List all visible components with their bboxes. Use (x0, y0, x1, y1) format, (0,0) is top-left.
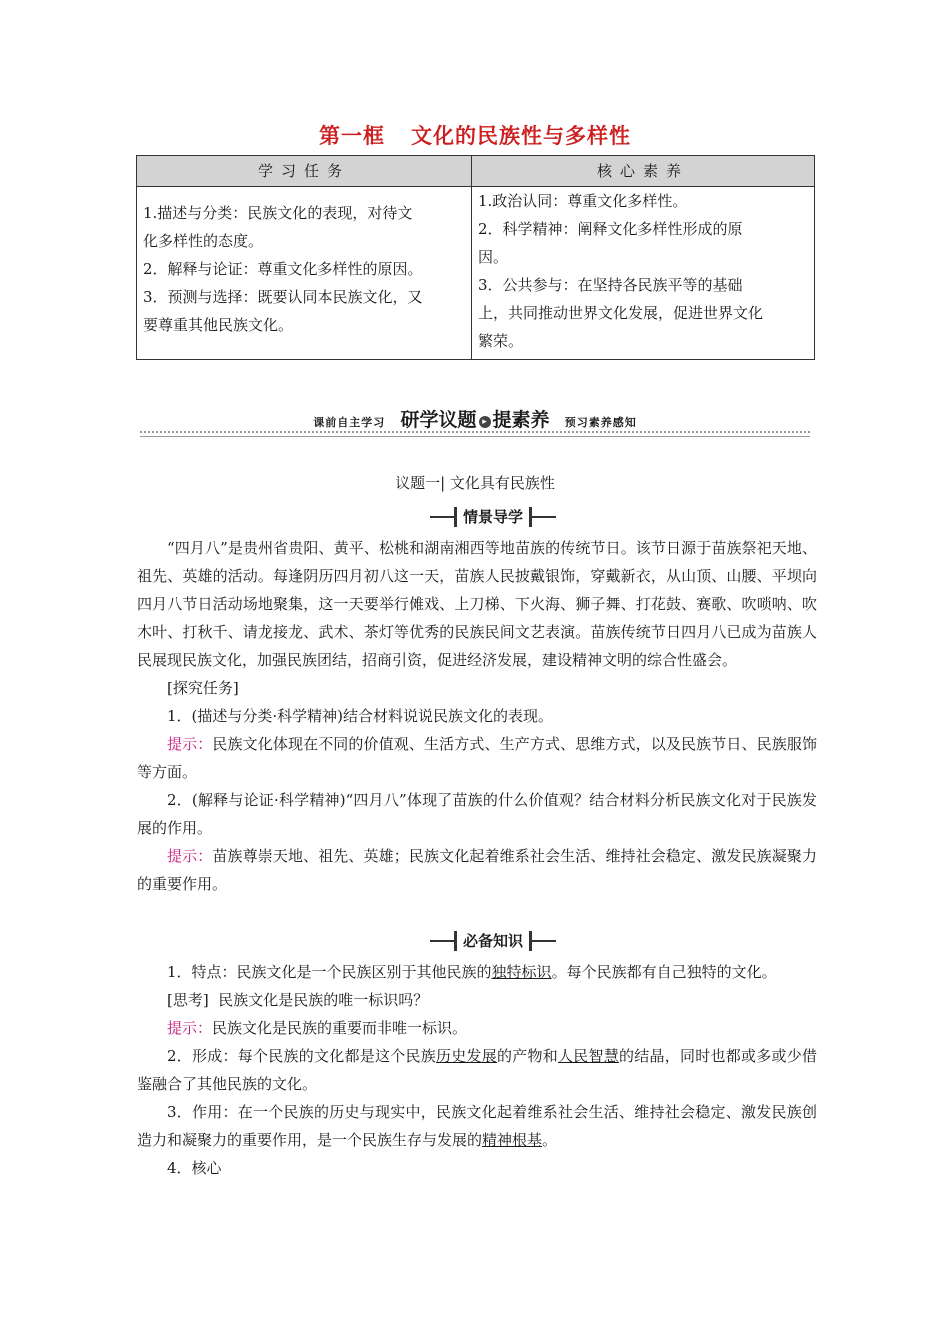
k2-text-end: 的结晶，同时也都或多或少借鉴融合了其他民族的文化。 (137, 1047, 817, 1093)
topic-text: 文化具有民族性 (449, 474, 555, 492)
knowledge-section (137, 958, 817, 1182)
knowledge-point-3 (137, 1098, 817, 1154)
answer-1 (137, 730, 817, 786)
task-line: 要尊重其他民族文化。 (143, 316, 294, 334)
k2-text-mid: 的产物和 (497, 1047, 558, 1065)
think-question-text: 民族文化是民族的唯一标识吗？ (218, 991, 429, 1009)
k3-text-end: 。 (542, 1131, 558, 1149)
page-title (0, 120, 950, 150)
banner-left-label: 课前自主学习 (313, 416, 386, 429)
banner-title-1: 研学议题 (400, 409, 477, 431)
task-line: 3．预测与选择：既要认同本民族文化，又 (143, 288, 423, 306)
task-line: 化多样性的态度。 (143, 232, 264, 250)
literacy-line: 2．科学精神：阐释文化多样性形成的原 (478, 220, 743, 238)
literacy-line: 1.政治认同：尊重文化多样性。 (478, 192, 688, 210)
knowledge-point-1 (137, 958, 817, 986)
core-literacy-cell (472, 187, 815, 360)
knowledge-label: 必备知识 (454, 931, 532, 951)
banner-right-label: 预习素养感知 (564, 416, 637, 429)
k1-underlined: 独特标识 (491, 963, 552, 981)
think-answer (137, 1014, 817, 1042)
question-1: 1．(描述与分类·科学精神)结合材料说说民族文化的表现。 (167, 707, 554, 725)
arrow-icon: ▸ (479, 416, 491, 428)
answer-1-text: 民族文化体现在不同的价值观、生活方式、生产方式、思维方式，以及民族节日、民族服饰等方面。 (137, 735, 817, 781)
answer-2-text: 苗族尊崇天地、祖先、英雄；民族文化起着维系社会生活、维持社会稳定、激发民族凝聚力的重要作用。 (137, 847, 817, 893)
k2-underlined-2: 人民智慧 (558, 1047, 619, 1065)
k2-underlined-1: 历史发展 (436, 1047, 497, 1065)
scene-guide-tag (430, 507, 556, 527)
k3-underlined: 精神根基 (482, 1131, 543, 1149)
knowledge-tag (430, 931, 556, 951)
scene-guide-label: 情景导学 (454, 507, 532, 527)
knowledge-point-2 (137, 1042, 817, 1098)
task-line: 1.描述与分类：民族文化的表现，对待文 (143, 204, 413, 222)
k3-text: 3．作用：在一个民族的历史与现实中，民族文化起着维系社会生活、维持社会稳定、激发民族创造力和凝聚力的重要作用，是一个民族生存与发展的 (137, 1103, 817, 1149)
k2-text: 2．形成：每个民族的文化都是这个民族 (167, 1047, 436, 1065)
literacy-line: 3．公共参与：在坚持各民族平等的基础 (478, 276, 743, 294)
hint-label: 提示： (167, 735, 213, 753)
literacy-line: 因。 (478, 248, 509, 266)
think-question (137, 986, 817, 1014)
topic-prefix: 议题一| (395, 474, 446, 492)
scene-section (137, 534, 817, 898)
title-part2: 文化的民族性与多样性 (411, 124, 631, 148)
knowledge-point-4: 4．核心 (167, 1159, 222, 1177)
objectives-table (136, 155, 815, 360)
header-learning-tasks: 学习任务 (137, 156, 472, 187)
title-part1: 第一框 (319, 124, 385, 148)
answer-2 (137, 842, 817, 898)
task-label: [探究任务] (167, 679, 239, 697)
think-label: [思考] (167, 991, 209, 1009)
k1-text: 1．特点：民族文化是一个民族区别于其他民族的 (167, 963, 492, 981)
k1-text-end: 。每个民族都有自己独特的文化。 (551, 963, 777, 981)
think-answer-text: 民族文化是民族的重要而非唯一标识。 (212, 1019, 468, 1037)
banner-title-2: 提素养 (492, 409, 550, 431)
literacy-line: 繁荣。 (478, 332, 524, 350)
topic-heading (0, 472, 950, 493)
task-line: 2．解释与论证：尊重文化多样性的原因。 (143, 260, 423, 278)
literacy-line: 上，共同推动世界文化发展，促进世界文化 (478, 304, 764, 322)
scene-paragraph: “四月八”是贵州省贵阳、黄平、松桃和湖南湘西等地苗族的传统节日。该节日源于苗族祭祀天地、祖先、英雄的活动。每逢阴历四月初八这一天，苗族人民披戴银饰，穿戴新衣，从山顶、山腰、平坝向四月八节日活动场地聚集，这一天要举行傩戏、上刀梯、下火海、狮子舞、打花鼓、赛歌、吹唢呐、吹木叶、打秋千、请龙接龙、武术、茶灯等优秀的民族民间文艺表演。苗族传统节日四月八已成为苗族人民展现民族文化，加强民族团结，招商引资，促进经济发展，建设精神文明的综合性盛会。 (137, 539, 817, 669)
question-2: 2．(解释与论证·科学精神)“四月八”体现了苗族的什么价值观？结合材料分析民族文化对于民族发展的作用。 (137, 791, 817, 837)
section-banner (140, 405, 810, 437)
banner-divider (140, 431, 810, 437)
hint-label: 提示： (167, 1019, 213, 1037)
hint-label: 提示： (167, 847, 213, 865)
learning-tasks-cell (137, 187, 472, 360)
header-core-literacy: 核心素养 (472, 156, 815, 187)
